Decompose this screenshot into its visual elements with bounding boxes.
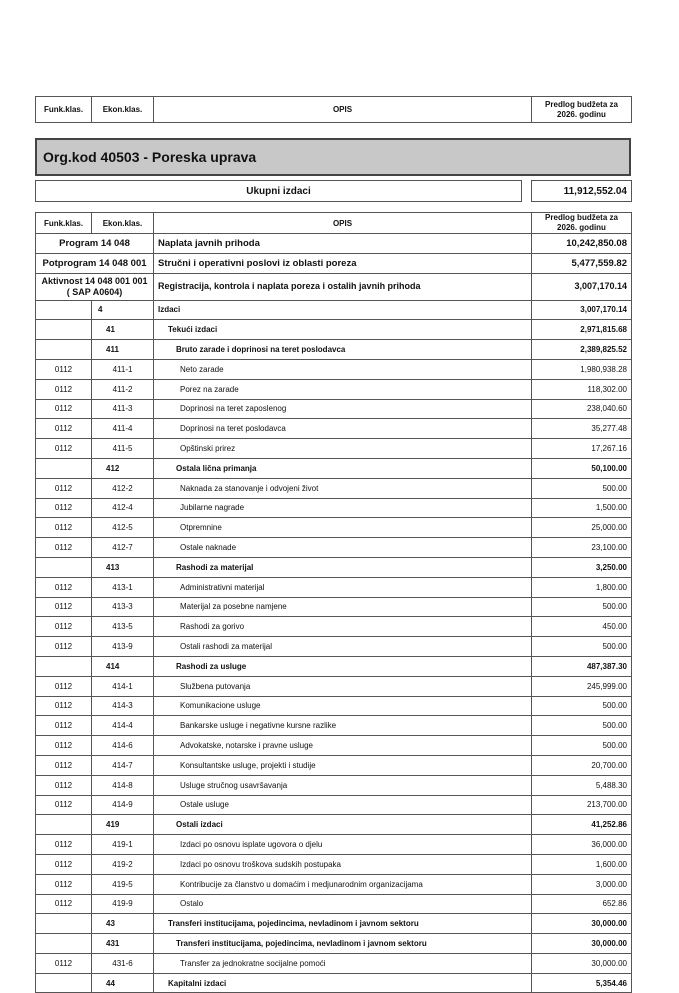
row-ekon: 413-9 [92,637,154,657]
header-predlog [532,97,632,123]
row-desc: Ostali rashodi za materijal [154,637,532,657]
row-ekon: 412 [92,458,154,478]
header-predlog-line2: 2026. godinu [557,109,606,119]
row-desc: Porez na zarade [154,379,532,399]
row-ekon: 419-2 [92,854,154,874]
row-ekon: 414-1 [92,676,154,696]
row-ekon: 414-7 [92,755,154,775]
row-ekon: 431 [92,934,154,954]
program-row [36,234,632,254]
table-row [36,379,632,399]
row-value: 245,999.00 [532,676,632,696]
row-value: 450.00 [532,617,632,637]
row-value: 500.00 [532,696,632,716]
aktivnost-value: 3,007,170.14 [532,273,632,300]
row-desc: Neto zarade [154,359,532,379]
program-code: Program 14 048 [36,234,154,254]
row-ekon: 419-1 [92,835,154,855]
table-row [36,656,632,676]
row-value: 500.00 [532,736,632,756]
row-value: 500.00 [532,716,632,736]
row-ekon: 412-5 [92,518,154,538]
table-row [36,973,632,993]
row-value: 23,100.00 [532,538,632,558]
row-value: 118,302.00 [532,379,632,399]
row-funk: 0112 [36,676,92,696]
row-funk: 0112 [36,498,92,518]
row-ekon: 411-2 [92,379,154,399]
row-desc: Rashodi za usluge [154,656,532,676]
row-desc: Administrativni materijal [154,577,532,597]
row-value: 30,000.00 [532,953,632,973]
table-row [36,399,632,419]
table-row [36,458,632,478]
table-row [36,755,632,775]
table-row [36,498,632,518]
row-desc: Ostali izdaci [154,815,532,835]
row-funk: 0112 [36,379,92,399]
table-row [36,815,632,835]
row-funk: 0112 [36,696,92,716]
row-desc: Ostalo [154,894,532,914]
table-row [36,676,632,696]
potprogram-desc: Stručni i operativni poslovi iz oblasti poreza [154,253,532,273]
row-ekon: 411-5 [92,439,154,459]
table-row [36,577,632,597]
row-funk: 0112 [36,617,92,637]
table-row [36,874,632,894]
table-row [36,795,632,815]
row-value: 1,980,938.28 [532,359,632,379]
table-row [36,617,632,637]
row-desc: Ostale usluge [154,795,532,815]
row-value: 35,277.48 [532,419,632,439]
aktivnost-desc: Registracija, kontrola i naplata poreza i ostalih javnih prihoda [154,273,532,300]
header-funk: Funk.klas. [36,97,92,123]
row-ekon: 413 [92,557,154,577]
row-desc: Službena putovanja [154,676,532,696]
row-funk [36,815,92,835]
row-funk [36,320,92,340]
table-row [36,775,632,795]
table-row [36,557,632,577]
row-desc: Izdaci [154,300,532,320]
row-ekon: 4 [92,300,154,320]
row-ekon: 412-2 [92,478,154,498]
row-desc: Usluge stručnog usavršavanja [154,775,532,795]
row-value: 1,500.00 [532,498,632,518]
row-value: 1,600.00 [532,854,632,874]
row-desc: Kontribucije za članstvo u domaćim i medjunarodnim organizacijama [154,874,532,894]
row-desc: Izdaci po osnovu isplate ugovora o djelu [154,835,532,855]
row-value: 30,000.00 [532,934,632,954]
row-ekon: 411-4 [92,419,154,439]
row-value: 30,000.00 [532,914,632,934]
row-desc: Otpremnine [154,518,532,538]
row-desc: Transferi institucijama, pojedincima, nevladinom i javnom sektoru [154,934,532,954]
row-ekon: 411-1 [92,359,154,379]
row-desc: Materijal za posebne namjene [154,597,532,617]
table-row [36,854,632,874]
program-desc: Naplata javnih prihoda [154,234,532,254]
row-value: 3,250.00 [532,557,632,577]
table-row [36,419,632,439]
header-row [36,97,632,123]
row-value: 3,000.00 [532,874,632,894]
row-desc: Bankarske usluge i negativne kursne razlike [154,716,532,736]
row-funk: 0112 [36,716,92,736]
row-ekon: 412-4 [92,498,154,518]
org-title-box [35,138,631,176]
row-value: 2,971,815.68 [532,320,632,340]
row-funk: 0112 [36,775,92,795]
row-funk [36,300,92,320]
row-funk: 0112 [36,736,92,756]
row-ekon: 41 [92,320,154,340]
row-funk [36,458,92,478]
row-desc: Opštinski prirez [154,439,532,459]
row-desc: Transferi institucijama, pojedincima, nevladinom i javnom sektoru [154,914,532,934]
row-desc: Doprinosi na teret poslodavca [154,419,532,439]
row-funk: 0112 [36,854,92,874]
row-ekon: 43 [92,914,154,934]
table-row [36,934,632,954]
row-ekon: 414-3 [92,696,154,716]
row-value: 36,000.00 [532,835,632,855]
row-funk [36,914,92,934]
row-ekon: 44 [92,973,154,993]
row-ekon: 414-9 [92,795,154,815]
table-row [36,894,632,914]
row-value: 3,007,170.14 [532,300,632,320]
row-desc: Ostale naknade [154,538,532,558]
header-ekon: Ekon.klas. [92,97,154,123]
row-ekon: 413-3 [92,597,154,617]
row-ekon: 419-5 [92,874,154,894]
total-spacer [522,181,532,202]
main-header-opis: OPIS [154,213,532,234]
potprogram-value: 5,477,559.82 [532,253,632,273]
table-row [36,320,632,340]
main-header-row [36,213,632,234]
main-header-predlog [532,213,632,234]
row-value: 213,700.00 [532,795,632,815]
row-value: 1,800.00 [532,577,632,597]
table-row [36,538,632,558]
row-desc: Komunikacione usluge [154,696,532,716]
row-value: 238,040.60 [532,399,632,419]
row-desc: Bruto zarade i doprinosi na teret poslodavca [154,340,532,360]
table-row [36,696,632,716]
main-header-funk: Funk.klas. [36,213,92,234]
potprogram-row [36,253,632,273]
row-ekon: 419-9 [92,894,154,914]
row-funk: 0112 [36,419,92,439]
row-ekon: 419 [92,815,154,835]
potprogram-code: Potprogram 14 048 001 [36,253,154,273]
table-row [36,736,632,756]
row-funk: 0112 [36,359,92,379]
main-header-predlog-line1: Predlog budžeta za [545,213,618,222]
row-desc: Tekući izdaci [154,320,532,340]
row-funk [36,973,92,993]
row-funk: 0112 [36,597,92,617]
row-desc: Rashodi za gorivo [154,617,532,637]
row-value: 500.00 [532,637,632,657]
table-row [36,597,632,617]
row-desc: Ostala lična primanja [154,458,532,478]
row-funk: 0112 [36,538,92,558]
top-header-table [35,96,632,123]
table-row [36,340,632,360]
row-funk: 0112 [36,518,92,538]
row-value: 487,387.30 [532,656,632,676]
row-ekon: 431-6 [92,953,154,973]
row-desc: Konsultantske usluge, projekti i studije [154,755,532,775]
row-funk [36,656,92,676]
table-row [36,914,632,934]
row-desc: Kapitalni izdaci [154,973,532,993]
row-value: 652.86 [532,894,632,914]
row-funk: 0112 [36,399,92,419]
row-ekon: 413-5 [92,617,154,637]
main-header-predlog-line2: 2026. godinu [557,223,606,232]
table-row [36,953,632,973]
row-value: 5,488.30 [532,775,632,795]
row-funk: 0112 [36,835,92,855]
row-desc: Doprinosi na teret zaposlenog [154,399,532,419]
row-ekon: 411-3 [92,399,154,419]
row-desc: Jubilarne nagrade [154,498,532,518]
row-ekon: 412-7 [92,538,154,558]
row-funk: 0112 [36,439,92,459]
row-funk: 0112 [36,478,92,498]
total-table [35,180,632,202]
row-value: 20,700.00 [532,755,632,775]
row-funk: 0112 [36,874,92,894]
aktivnost-code: Aktivnost 14 048 001 001 ( SAP A0604) [36,273,154,300]
row-value: 50,100.00 [532,458,632,478]
table-row [36,716,632,736]
table-row [36,478,632,498]
row-funk: 0112 [36,755,92,775]
program-value: 10,242,850.08 [532,234,632,254]
row-value: 500.00 [532,597,632,617]
row-ekon: 414-4 [92,716,154,736]
row-funk: 0112 [36,953,92,973]
row-ekon: 414-8 [92,775,154,795]
row-desc: Naknada za stanovanje i odvojeni život [154,478,532,498]
row-value: 2,389,825.52 [532,340,632,360]
total-value: 11,912,552.04 [532,181,632,202]
org-title: Org.kod 40503 - Poreska uprava [43,149,257,165]
aktivnost-row [36,273,632,300]
table-row [36,300,632,320]
row-value: 5,354.46 [532,973,632,993]
row-desc: Advokatske, notarske i pravne usluge [154,736,532,756]
row-desc: Transfer za jednokratne socijalne pomoći [154,953,532,973]
row-funk [36,557,92,577]
table-row [36,439,632,459]
row-ekon: 413-1 [92,577,154,597]
row-funk [36,340,92,360]
row-funk: 0112 [36,637,92,657]
row-funk: 0112 [36,577,92,597]
header-predlog-line1: Predlog budžeta za [545,99,618,109]
row-funk: 0112 [36,894,92,914]
row-ekon: 414 [92,656,154,676]
row-value: 500.00 [532,478,632,498]
total-label: Ukupni izdaci [36,181,522,202]
table-row [36,359,632,379]
main-header-ekon: Ekon.klas. [92,213,154,234]
table-row [36,518,632,538]
row-value: 17,267.16 [532,439,632,459]
header-opis: OPIS [154,97,532,123]
row-desc: Izdaci po osnovu troškova sudskih postupaka [154,854,532,874]
row-value: 41,252.86 [532,815,632,835]
row-desc: Rashodi za materijal [154,557,532,577]
row-ekon: 411 [92,340,154,360]
row-value: 25,000.00 [532,518,632,538]
row-funk [36,934,92,954]
row-funk: 0112 [36,795,92,815]
total-row [36,181,632,202]
table-row [36,637,632,657]
budget-rows [36,300,632,993]
row-ekon: 414-6 [92,736,154,756]
budget-table [35,212,632,993]
table-row [36,835,632,855]
